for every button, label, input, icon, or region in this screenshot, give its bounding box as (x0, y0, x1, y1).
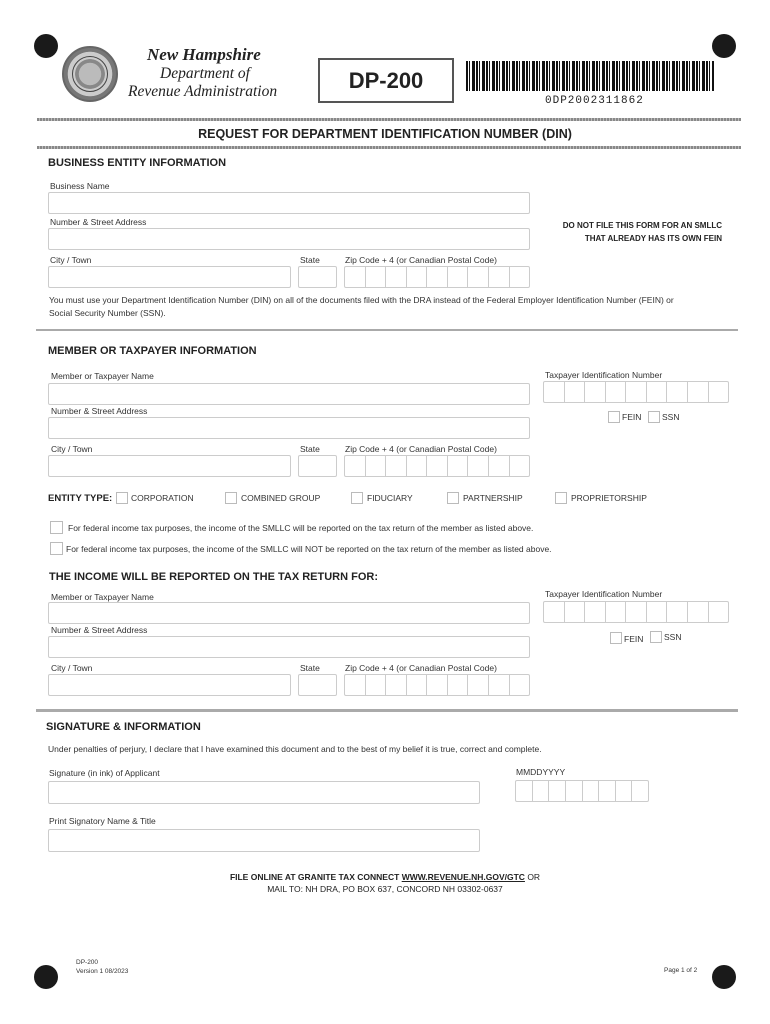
din-usage-note-line1: You must use your Department Identification Number (DIN) on all of the documents filed with the DRA instead of the Federal Employer Identification Number (FEIN) or (49, 295, 674, 305)
entity-partnership-label: PARTNERSHIP (463, 493, 523, 503)
section-heading-signature: SIGNATURE & INFORMATION (46, 721, 201, 733)
registration-mark (34, 34, 58, 58)
entity-combined-group-checkbox[interactable] (225, 492, 237, 504)
income-state-input[interactable] (298, 674, 337, 696)
member-city-input[interactable] (48, 455, 291, 477)
print-name-input[interactable] (48, 829, 480, 852)
mail-address: MAIL TO: NH DRA, PO BOX 637, CONCORD NH 03302-0637 (267, 884, 503, 894)
signature-input[interactable] (48, 781, 480, 804)
smllc-reported-label: For federal income tax purposes, the income of the SMLLC will be reported on the tax return of the member as listed above. (68, 523, 534, 533)
member-fein-label: FEIN (622, 412, 642, 422)
registration-mark (712, 34, 736, 58)
agency-dept: Department of (160, 65, 250, 82)
member-tin-label: Taxpayer Identification Number (545, 370, 663, 380)
business-state-label: State (300, 255, 320, 265)
income-name-label: Member or Taxpayer Name (51, 592, 154, 602)
income-zip-label: Zip Code + 4 (or Canadian Postal Code) (345, 663, 497, 673)
business-name-label: Business Name (50, 181, 110, 191)
file-online-text: FILE ONLINE AT GRANITE TAX CONNECT (229, 872, 400, 882)
member-zip-input[interactable] (344, 455, 530, 477)
smllc-warning-line2: THAT ALREADY HAS ITS OWN FEIN (584, 234, 722, 243)
income-fein-label: FEIN (624, 634, 644, 644)
date-input[interactable] (515, 780, 649, 802)
date-label: MMDDYYYY (516, 767, 566, 777)
business-name-input[interactable] (48, 192, 530, 214)
section-heading-business: BUSINESS ENTITY INFORMATION (48, 157, 227, 169)
business-city-label: City / Town (50, 255, 92, 265)
business-zip-input[interactable] (344, 266, 530, 288)
footer-version: Version 1 08/2023 (76, 968, 129, 975)
page-title: REQUEST FOR DEPARTMENT IDENTIFICATION NUMBER (DIN) (198, 127, 572, 141)
income-city-input[interactable] (48, 674, 291, 696)
title-rule (37, 146, 741, 149)
member-street-input[interactable] (48, 417, 530, 439)
din-usage-note-line2: Social Security Number (SSN). (49, 308, 166, 318)
member-ssn-label: SSN (662, 412, 680, 422)
business-street-input[interactable] (48, 228, 530, 250)
entity-combined-group-label: COMBINED GROUP (241, 493, 321, 503)
header-rule (37, 118, 741, 121)
member-ssn-checkbox[interactable] (648, 411, 660, 423)
member-name-input[interactable] (48, 383, 530, 405)
section-divider (36, 709, 738, 712)
section-divider (36, 329, 738, 331)
gtc-link[interactable]: WWW.REVENUE.NH.GOV/GTC (401, 872, 525, 882)
entity-proprietorship-checkbox[interactable] (555, 492, 567, 504)
member-state-input[interactable] (298, 455, 337, 477)
agency-division: Revenue Administration (128, 83, 278, 100)
income-name-input[interactable] (48, 602, 530, 624)
form-number-box: DP-200 (318, 58, 454, 103)
income-city-label: City / Town (51, 663, 93, 673)
entity-type-label: ENTITY TYPE: (48, 493, 113, 504)
smllc-warning (540, 219, 722, 245)
income-state-label: State (300, 663, 320, 673)
barcode (466, 61, 714, 91)
signature-label: Signature (in ink) of Applicant (49, 768, 160, 778)
file-online-line (0, 872, 770, 882)
member-street-label: Number & Street Address (51, 406, 148, 416)
income-fein-checkbox[interactable] (610, 632, 622, 644)
perjury-statement: Under penalties of perjury, I declare that I have examined this document and to the best of my belief it is true, correct and complete. (48, 744, 542, 754)
income-street-label: Number & Street Address (51, 625, 148, 635)
entity-fiduciary-checkbox[interactable] (351, 492, 363, 504)
business-state-input[interactable] (298, 266, 337, 288)
or-text: OR (527, 872, 541, 882)
registration-mark (712, 965, 736, 989)
page-number: Page 1 of 2 (664, 967, 698, 974)
barcode-number: 0DP2002311862 (545, 95, 644, 107)
member-city-label: City / Town (51, 444, 93, 454)
member-fein-checkbox[interactable] (608, 411, 620, 423)
income-zip-input[interactable] (344, 674, 530, 696)
entity-partnership-checkbox[interactable] (447, 492, 459, 504)
business-city-input[interactable] (48, 266, 291, 288)
section-heading-income: THE INCOME WILL BE REPORTED ON THE TAX RETURN FOR: (49, 571, 378, 583)
state-seal-logo (62, 46, 118, 102)
registration-mark (34, 965, 58, 989)
entity-corporation-label: CORPORATION (131, 493, 194, 503)
income-ssn-checkbox[interactable] (650, 631, 662, 643)
member-name-label: Member or Taxpayer Name (51, 371, 154, 381)
entity-fiduciary-label: FIDUCIARY (367, 493, 413, 503)
member-tin-input[interactable] (543, 381, 729, 403)
entity-corporation-checkbox[interactable] (116, 492, 128, 504)
section-heading-member: MEMBER OR TAXPAYER INFORMATION (48, 345, 257, 357)
business-street-label: Number & Street Address (50, 217, 147, 227)
footer-form-id: DP-200 (76, 959, 99, 966)
smllc-warning-line1: DO NOT FILE THIS FORM FOR AN SMLLC (562, 221, 722, 230)
member-zip-label: Zip Code + 4 (or Canadian Postal Code) (345, 444, 497, 454)
smllc-not-reported-label: For federal income tax purposes, the income of the SMLLC will NOT be reported on the tax return of the member as listed above. (66, 544, 552, 554)
smllc-reported-checkbox[interactable] (50, 521, 63, 534)
income-ssn-label: SSN (664, 632, 682, 642)
entity-proprietorship-label: PROPRIETORSHIP (571, 493, 647, 503)
print-name-label: Print Signatory Name & Title (49, 816, 156, 826)
income-street-input[interactable] (48, 636, 530, 658)
income-tin-input[interactable] (543, 601, 729, 623)
member-state-label: State (300, 444, 320, 454)
smllc-not-reported-checkbox[interactable] (50, 542, 63, 555)
din-usage-note (49, 294, 749, 320)
business-zip-label: Zip Code + 4 (or Canadian Postal Code) (345, 255, 497, 265)
income-tin-label: Taxpayer Identification Number (545, 589, 663, 599)
agency-name: New Hampshire (147, 45, 261, 64)
